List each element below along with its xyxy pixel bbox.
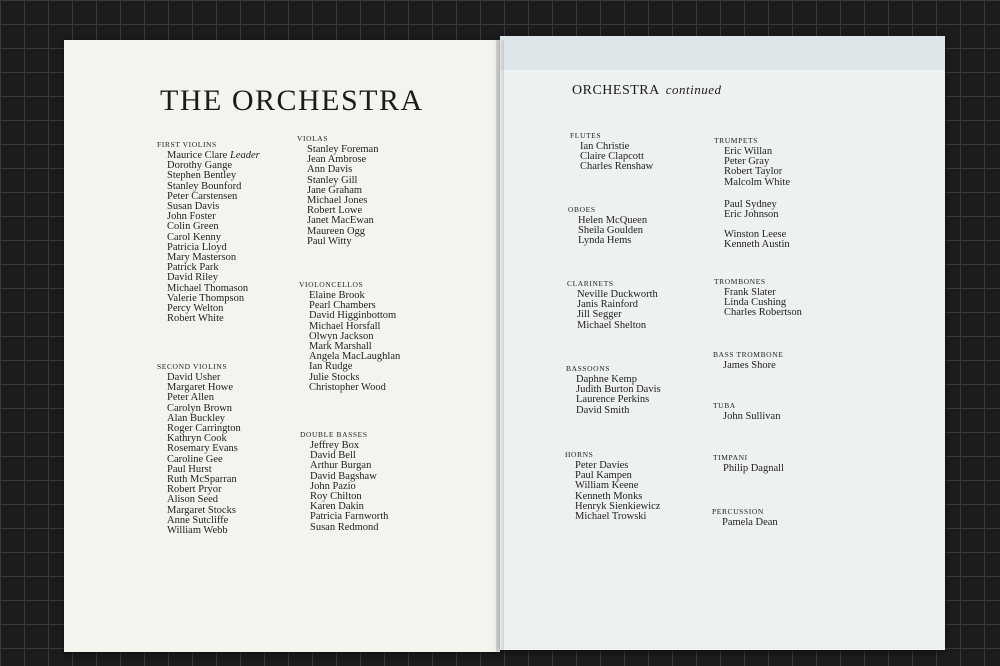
member-name: Stephen Bentley	[167, 170, 237, 182]
member-list	[300, 441, 388, 533]
member-name: Robert White	[167, 313, 224, 325]
member-name: Charles Robertson	[724, 307, 802, 319]
section-second-violins	[157, 362, 241, 536]
member-name: Alan Buckley	[167, 412, 226, 424]
member-name: Michael Thomason	[167, 282, 249, 294]
section-violas	[297, 134, 378, 247]
member-name: Maureen Ogg	[307, 225, 366, 237]
member-name: Helen McQueen	[578, 215, 648, 226]
member-list	[712, 518, 778, 528]
member-name: Pearl Chambers	[309, 300, 376, 312]
member-name: Mary Masterson	[167, 252, 237, 264]
member-name: Daphne Kemp	[576, 374, 637, 385]
section-bass-trombone	[713, 350, 783, 371]
member-name: Laurence Perkins	[576, 394, 650, 406]
member-name: Anne Sutcliffe	[167, 514, 229, 526]
member-name: Robert Lowe	[307, 205, 363, 217]
member-name: Linda Cushing	[724, 297, 787, 309]
member-name: Ian Rudge	[309, 361, 353, 373]
member-name: John Pazio	[310, 480, 356, 492]
member-name: Ian Christie	[580, 141, 630, 152]
member-name: William Keene	[575, 480, 639, 492]
member-list	[567, 290, 658, 331]
section-trombones	[714, 277, 802, 319]
member-name: David Bell	[310, 450, 356, 462]
member-name: Robert Taylor	[724, 166, 783, 178]
member-name: Patricia Farnworth	[310, 511, 389, 523]
member-list	[566, 375, 661, 416]
member-name: Christopher Wood	[309, 381, 386, 393]
member-name: David Smith	[576, 404, 630, 416]
section-tuba	[713, 401, 780, 422]
member-name: William Webb	[167, 525, 228, 537]
member-name: Susan Davis	[167, 201, 220, 213]
member-name: Robert Pryor	[167, 484, 222, 496]
member-name: Patricia Lloyd	[167, 241, 227, 253]
page-title: THE ORCHESTRA	[160, 84, 424, 117]
member-list	[713, 412, 780, 422]
member-name: Roger Carrington	[167, 423, 241, 435]
member-list	[713, 464, 784, 474]
section-violoncellos	[299, 280, 400, 393]
member-name: Jean Ambrose	[307, 154, 367, 166]
member-name: Lynda Hems	[578, 235, 632, 247]
member-name: Jane Graham	[307, 184, 363, 196]
section-heading: TRUMPETS	[714, 136, 758, 145]
member-name: Pamela Dean	[722, 517, 778, 528]
member-list	[570, 142, 653, 173]
section-timpani	[713, 453, 784, 474]
member-name: Peter Gray	[724, 156, 770, 168]
member-list	[157, 161, 260, 324]
member-list	[565, 461, 660, 522]
section-trumpets	[714, 136, 790, 251]
member-name: John Foster	[167, 211, 216, 223]
member-name: Margaret Howe	[167, 382, 233, 394]
member-name: Stanley Gill	[307, 174, 358, 186]
section-heading: VIOLAS	[297, 134, 329, 143]
section-heading: PERCUSSION	[712, 507, 764, 516]
member-name: Philip Dagnall	[723, 463, 784, 474]
member-name: Michael Shelton	[577, 319, 647, 331]
member-name: Kathryn Cook	[167, 433, 227, 445]
member-name: Paul Sydney	[724, 198, 777, 210]
member-name: Stanley Foreman	[307, 144, 379, 155]
leader-role: Leader	[229, 150, 260, 161]
section-heading: HORNS	[565, 450, 594, 459]
member-name: Valerie Thompson	[167, 292, 245, 304]
member-name: James Shore	[723, 360, 776, 371]
section-double-basses	[300, 430, 388, 533]
member-name: Jeffrey Box	[310, 440, 360, 451]
right-page	[500, 36, 945, 650]
section-heading: OBOES	[568, 205, 596, 214]
member-list	[157, 373, 241, 536]
member-name: Claire Clapcott	[580, 151, 644, 163]
member-name: Paul Kampen	[575, 470, 632, 482]
member-name: Janet MacEwan	[307, 215, 374, 227]
member-list	[714, 288, 802, 319]
member-name: Caroline Gee	[167, 453, 223, 465]
member-list	[297, 145, 378, 247]
member-name: Margaret Stocks	[167, 504, 236, 516]
section-heading: FIRST VIOLINS	[157, 140, 217, 149]
section-heading: VIOLONCELLOS	[299, 280, 364, 289]
member-name: Eric Johnson	[724, 209, 779, 221]
member-name: Frank Slater	[724, 287, 776, 298]
section-first-violins	[157, 140, 260, 324]
continued-title-suffix: continued	[665, 82, 722, 97]
member-name: Susan Redmond	[310, 521, 379, 533]
member-name: Michael Jones	[307, 195, 368, 207]
member-name: Michael Horsfall	[309, 320, 381, 332]
section-heading: TUBA	[713, 401, 736, 410]
member-name: Peter Carstensen	[167, 190, 238, 202]
section-oboes	[568, 205, 647, 247]
member-name: Kenneth Austin	[724, 239, 790, 251]
member-name: Michael Trowski	[575, 511, 647, 523]
member-name: Karen Dakin	[310, 501, 364, 513]
left-page	[64, 40, 500, 652]
member-name: Alison Seed	[167, 494, 219, 506]
member-name: Kenneth Monks	[575, 490, 643, 502]
member-name: Julie Stocks	[309, 371, 360, 383]
member-name: Janis Rainford	[577, 299, 638, 311]
section-flutes	[570, 131, 653, 173]
member-name: Eric Willan	[724, 146, 773, 157]
section-heading: BASSOONS	[566, 364, 610, 373]
section-percussion	[712, 507, 778, 528]
member-name: Olwyn Jackson	[309, 330, 374, 342]
member-group	[714, 147, 790, 188]
section-horns	[565, 450, 660, 522]
member-name: Percy Welton	[167, 303, 224, 315]
member-name: Elaine Brook	[309, 290, 365, 301]
member-name: Mark Marshall	[309, 341, 372, 353]
member-name: Rosemary Evans	[167, 443, 238, 455]
member-name: Ruth McSparran	[167, 474, 237, 486]
member-name: Paul Hurst	[167, 463, 212, 475]
section-heading: FLUTES	[570, 131, 602, 140]
member-name: Neville Duckworth	[577, 289, 658, 300]
member-name: David Bagshaw	[310, 470, 377, 482]
member-name: Sheila Goulden	[578, 225, 644, 237]
page-edge-band	[500, 36, 945, 70]
member-name: Dorothy Gange	[167, 160, 233, 172]
continued-title	[572, 82, 722, 99]
member-list	[299, 291, 400, 393]
member-name: Patrick Park	[167, 262, 219, 274]
member-name: Malcolm White	[724, 176, 790, 188]
member-name: John Sullivan	[723, 411, 781, 422]
section-heading: TIMPANI	[713, 453, 748, 462]
leader-name: Maurice Clare	[167, 150, 228, 161]
member-name: David Riley	[167, 272, 219, 284]
continued-title-main: ORCHESTRA	[572, 83, 660, 98]
section-heading: DOUBLE BASSES	[300, 430, 368, 439]
section-heading: BASS TROMBONE	[713, 350, 784, 359]
member-name: Henryk Sienkiewicz	[575, 500, 661, 512]
member-name: Judith Burton Davis	[576, 384, 661, 396]
member-name: Paul Witty	[307, 235, 352, 247]
section-clarinets	[567, 279, 658, 331]
member-name: David Usher	[167, 372, 221, 383]
member-name: Arthur Burgan	[310, 460, 372, 472]
member-name: Ann Davis	[307, 164, 353, 176]
section-heading: CLARINETS	[567, 279, 614, 288]
member-name: Roy Chilton	[310, 491, 362, 503]
member-name: Jill Segger	[577, 309, 622, 321]
member-name: David Higginbottom	[309, 310, 397, 322]
member-name: Peter Allen	[167, 392, 214, 404]
section-bassoons	[566, 364, 661, 416]
member-name: Stanley Bounford	[167, 180, 242, 192]
member-name: Angela MacLaughlan	[309, 351, 401, 363]
member-name: Carolyn Brown	[167, 402, 233, 414]
member-name: Winston Leese	[724, 229, 787, 241]
section-heading: SECOND VIOLINS	[157, 362, 228, 371]
member-group	[714, 230, 790, 250]
section-heading: TROMBONES	[714, 277, 766, 286]
member-group	[714, 200, 790, 220]
member-name: Carol Kenny	[167, 231, 221, 243]
member-list	[568, 216, 647, 247]
member-name: Colin Green	[167, 221, 219, 233]
member-list	[713, 361, 783, 371]
book-spine	[496, 40, 504, 652]
member-name: Charles Renshaw	[580, 161, 654, 173]
member-name: Peter Davies	[575, 460, 629, 471]
